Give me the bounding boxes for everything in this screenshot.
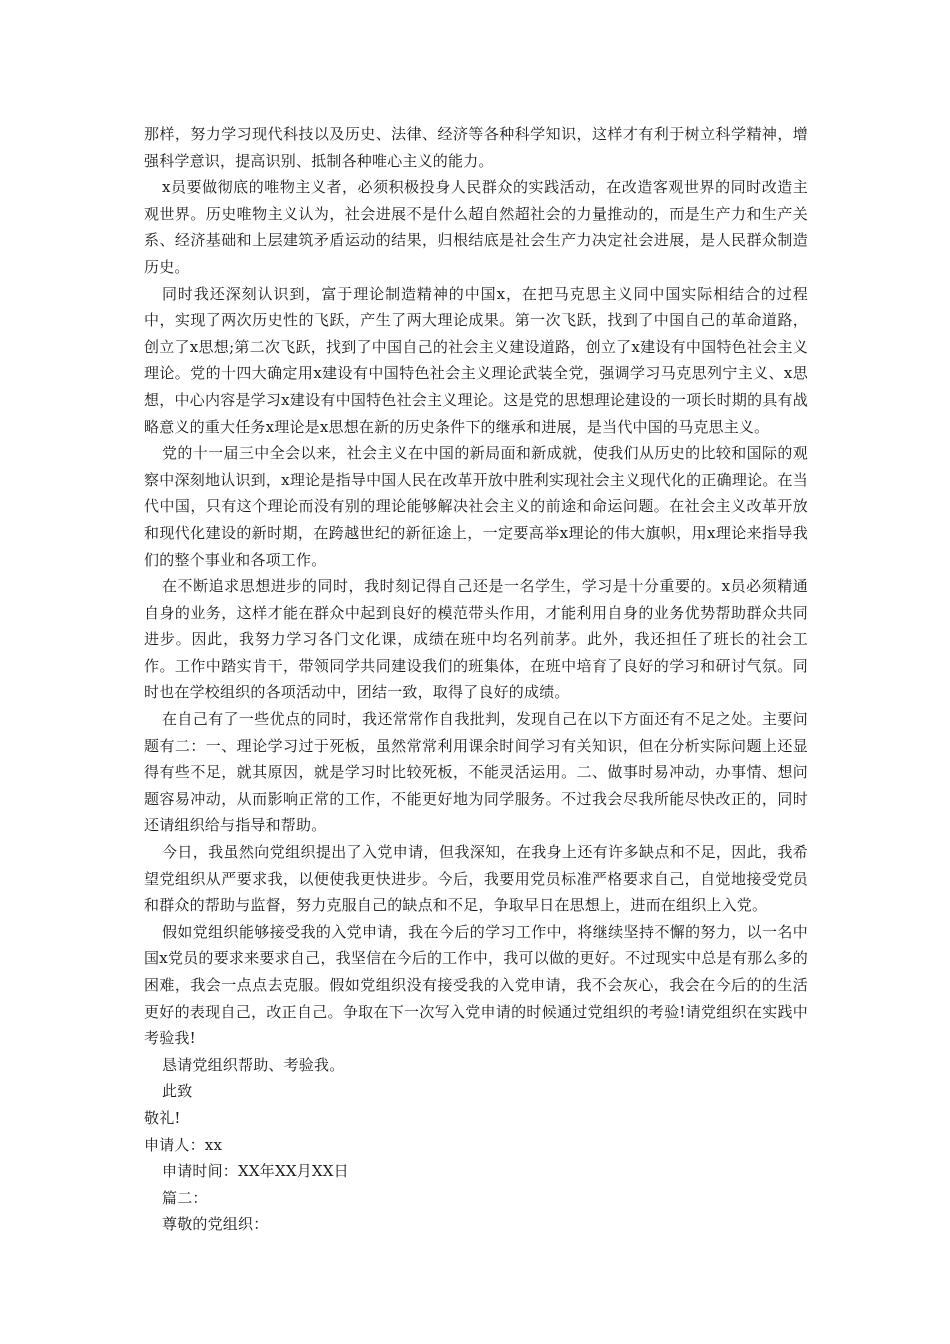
section-heading: 篇二：: [162, 1188, 208, 1207]
applicant-name: 申请人：xx: [144, 1135, 223, 1154]
paragraph-commitment: 假如党组织能够接受我的入党申请，我在今后的学习工作中，将继续坚持不懈的努力，以一名中国x党员的要求来要求自己，我坚信在今后的工作中，我可以做的更好。不过现实中总是有那么多的困难，我会一点点去克服。假如党组织没有接受我的入党申请，我不会灰心，我会在今后的的生活更好的表现自己，改正自己。争取在下一次写入党申请的时候通过党组织的考验!请党组织在实践中考验我!: [144, 922, 808, 1048]
closing-salutation: 此致: [162, 1082, 193, 1101]
document-body: [144, 121, 808, 1238]
paragraph-reform-opening: 党的十一届三中全会以来，社会主义在中国的新局面和新成就，使我们从历史的比较和国际的观察中深刻地认识到，x理论是指导中国人民在改革开放中胜利实现社会主义现代化的正确理论。在当代中国，只有这个理论而没有别的理论能够解决社会主义的前途和命运问题。在社会主义改革开放和现代化建设的新时期，在跨越世纪的新征途上，一定要高举x理论的伟大旗帜，用x理论来指导我们的整个事业和各项工作。: [144, 444, 808, 569]
paragraph-theory-understanding: 同时我还深刻认识到，富于理论制造精神的中国x，在把马克思主义同中国实际相结合的过程中，实现了两次历史性的飞跃，产生了两大理论成果。第一次飞跃，找到了中国自己的革命道路，创立了x思想;第二次飞跃，找到了中国自己的社会主义建设道路，创立了x建设有中国特色社会主义理论。党的十四大确定用x建设有中国特色社会主义理论武装全党，强调学习马克思列宁主义、x思想，中心内容是学习x建设有中国特色社会主义理论。这是党的思想理论建设的一项长时期的具有战略意义的重大任务x理论是x思想在新的历史条件下的继承和进展，是当代中国的马克思主义。: [144, 284, 808, 436]
application-date: 申请时间：XX年XX月XX日: [162, 1162, 349, 1181]
greeting: 尊敬的党组织：: [162, 1215, 269, 1234]
paragraph-application: 今日，我虽然向党组织提出了入党申请，但我深知，在我身上还有许多缺点和不足，因此，我希望党组织从严要求我，以便使我更快进步。今后，我要用党员标准严格要求自己，自觉地接受党员和群众的帮助与监督，努力克服自己的缺点和不足，争取早日在思想上，进而在组织上入党。: [144, 843, 808, 915]
closing-regards: 敬礼!: [144, 1108, 181, 1127]
paragraph-self-criticism: 在自己有了一些优点的同时，我还常常作自我批判，发现自己在以下方面还有不足之处。主要问题有二：一、理论学习过于死板，虽然常常利用课余时间学习有关知识，但在分析实际问题上还显得有些不足，就其原因，就是学习时比较死板，不能灵活运用。二、做事时易冲动，办事情、想问题容易冲动，从而影响正常的工作，不能更好地为同学服务。不过我会尽我所能尽快改正的，同时还请组织给与指导和帮助。: [144, 710, 808, 835]
paragraph-study: 在不断追求思想进步的同时，我时刻记得自己还是一名学生，学习是十分重要的。x员必须精通自身的业务，这样才能在群众中起到良好的模范带头作用，才能利用自身的业务优势帮助群众共同进步。因此，我努力学习各门文化课，成绩在班中均名列前茅。此外，我还担任了班长的社会工作。工作中踏实肯干，带领同学共同建设我们的班集体，在班中培育了良好的学习和研讨气氛。同时也在学校组织的各项活动中，团结一致，取得了良好的成绩。: [144, 577, 808, 702]
paragraph-request: 恳请党组织帮助、考验我。: [162, 1055, 345, 1074]
paragraph-continuation: 那样，努力学习现代科技以及历史、法律、经济等各种科学知识，这样才有利于树立科学精神，增强科学意识，提高识别、抵制各种唯心主义的能力。: [144, 125, 808, 170]
paragraph-materialism: x员要做彻底的唯物主义者，必须积极投身人民群众的实践活动，在改造客观世界的同时改造主观世界。历史唯物主义认为，社会进展不是什么超自然超社会的力量推动的，而是生产力和生产关系、经济基础和上层建筑矛盾运动的结果，归根结底是社会生产力决定社会进展，是人民群众制造历史。: [144, 178, 808, 276]
